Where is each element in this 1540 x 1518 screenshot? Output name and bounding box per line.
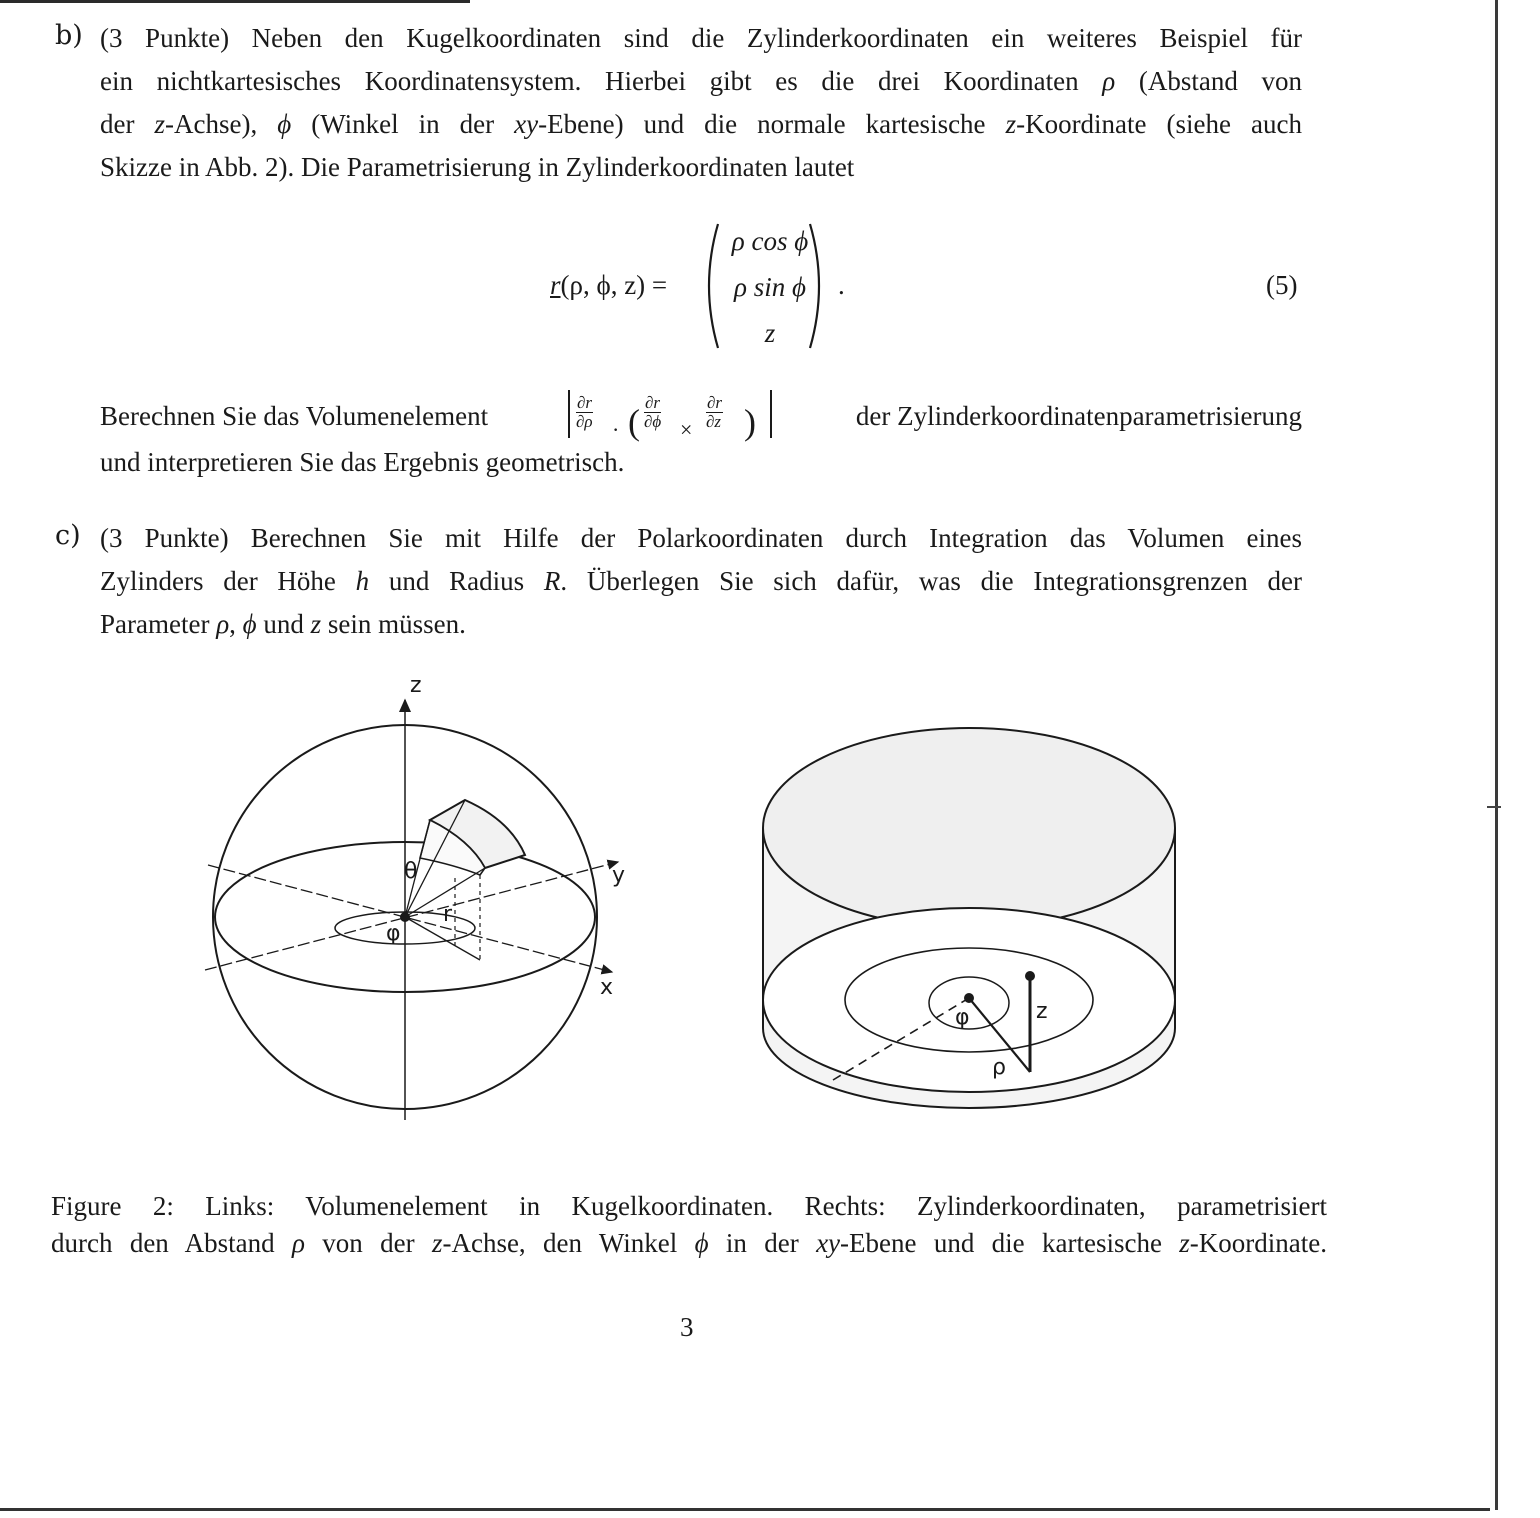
line	[51, 1225, 1327, 1262]
text: -Ebene und die kartesische	[840, 1228, 1180, 1258]
math-z: z	[1179, 1228, 1190, 1258]
center-point	[965, 994, 973, 1002]
math-h: h	[355, 566, 370, 596]
sphere-x-label: x	[600, 975, 614, 1000]
vector-row-1: ρ cos ϕ	[731, 226, 809, 256]
sphere-r-label: r	[443, 902, 453, 927]
paragraph-c	[100, 517, 1302, 646]
line	[100, 386, 1302, 446]
figure-2	[0, 660, 1400, 1140]
text: (Abstand von	[1115, 66, 1302, 96]
text: Zylinders der Höhe	[100, 566, 356, 596]
text: in der	[708, 1228, 817, 1258]
line	[100, 560, 1302, 603]
math-phi: ϕ	[694, 1228, 709, 1258]
text: Parameter	[100, 609, 217, 639]
abs-right	[770, 390, 772, 438]
math-z: z	[154, 109, 166, 139]
math-R: R	[543, 566, 561, 596]
text: der	[100, 109, 155, 139]
paragraph-b-task	[100, 386, 1302, 446]
math-xy: xy	[816, 1228, 841, 1258]
math-phi: ϕ	[242, 609, 257, 639]
line: Figure 2: Links: Volumenelement in Kugelkoordinaten. Rechts: Zylinderkoordinaten, parametrisiert	[51, 1191, 1327, 1221]
cylinder-top	[763, 728, 1175, 928]
right-paren	[806, 222, 830, 350]
text: Berechnen Sie das Volumenelement	[100, 401, 489, 431]
figure-caption	[51, 1188, 1327, 1262]
text: (Winkel in der	[291, 109, 515, 139]
denominator: ∂ρ	[576, 412, 593, 431]
equation-lhs	[550, 270, 667, 301]
text: und	[256, 609, 311, 639]
line: und interpretieren Sie das Ergebnis geometrisch.	[100, 447, 625, 477]
cyl-rho-label: ρ	[992, 1055, 1006, 1080]
math-rho: ρ	[216, 609, 230, 639]
cylinder-diagram	[763, 728, 1175, 1108]
math-z: z	[310, 609, 322, 639]
numerator: ∂r	[577, 393, 593, 412]
text: sein müssen.	[321, 609, 466, 639]
text: -Koordinate.	[1189, 1228, 1327, 1258]
point-marker	[1026, 972, 1034, 980]
cross-operator: ×	[680, 417, 693, 442]
sphere-z-label: z	[410, 673, 422, 698]
frac-dr-dz	[706, 394, 723, 431]
equation-args: (ρ, ϕ, z) =	[560, 270, 668, 300]
text: von der	[304, 1228, 432, 1258]
text: -Achse, den Winkel	[442, 1228, 695, 1258]
sphere-phi-label: φ	[386, 921, 401, 946]
line	[100, 603, 1302, 646]
line: Skizze in Abb. 2). Die Parametrisierung in Zylinderkoordinaten lautet	[100, 152, 855, 182]
dot-operator: ·	[612, 417, 620, 442]
denominator: ∂ϕ	[644, 412, 662, 431]
page-number: 3	[680, 1312, 694, 1342]
math-phi: ϕ	[277, 109, 292, 139]
math-z: z	[431, 1228, 443, 1258]
math-rho: ρ	[1102, 66, 1116, 96]
numerator: ∂r	[645, 393, 661, 412]
text: -Ebene) und die normale kartesische	[538, 109, 1006, 139]
text: ,	[229, 609, 243, 639]
sphere-diagram	[205, 700, 618, 1120]
vector-row-3: z	[764, 318, 776, 348]
math-xy: xy	[514, 109, 539, 139]
item-label-c: c)	[55, 520, 81, 551]
scan-margin-mark	[1487, 806, 1501, 808]
text: durch den Abstand	[51, 1228, 292, 1258]
math-z: z	[1005, 109, 1017, 139]
paren-right: )	[744, 402, 757, 442]
scan-edge-top	[0, 0, 470, 3]
abs-left	[568, 390, 570, 438]
text: -Koordinate (siehe auch	[1016, 109, 1302, 139]
sphere-theta-label: θ	[404, 859, 418, 884]
text: -Achse),	[165, 109, 278, 139]
equation-period: .	[838, 270, 845, 300]
denominator: ∂z	[706, 412, 722, 431]
frac-dr-dphi	[644, 394, 661, 431]
cyl-phi-label: φ	[955, 1005, 970, 1030]
numerator: ∂r	[707, 393, 723, 412]
line	[100, 60, 1302, 103]
text: und Radius	[369, 566, 544, 596]
paren-left: (	[628, 402, 641, 442]
text: . Überlegen Sie sich dafür, was die Integrationsgrenzen der	[560, 566, 1302, 596]
vector-row-2: ρ sin ϕ	[734, 272, 806, 302]
text: ein nichtkartesisches Koordinatensystem. Hierbei gibt es die drei Koordinaten	[100, 66, 1103, 96]
frac-dr-drho	[576, 394, 593, 431]
scan-edge-right	[1495, 0, 1498, 1510]
paragraph-b-task-end	[100, 441, 1302, 484]
left-paren	[698, 222, 722, 350]
vector-r: r	[550, 270, 561, 300]
line	[100, 103, 1302, 146]
origin-point	[401, 913, 409, 921]
math-rho: ρ	[291, 1228, 305, 1258]
line: (3 Punkte) Berechnen Sie mit Hilfe der Polarkoordinaten durch Integration das Volumen eines	[100, 523, 1302, 553]
paragraph-b-intro	[100, 17, 1302, 189]
item-label-b: b)	[55, 20, 83, 51]
equation-number: (5)	[1266, 270, 1298, 300]
volume-element-expression	[566, 386, 778, 446]
cyl-z-label: z	[1036, 999, 1048, 1024]
scan-edge-bottom	[0, 1508, 1490, 1511]
line: (3 Punkte) Neben den Kugelkoordinaten sind die Zylinderkoordinaten ein weiteres Beispiel für	[100, 23, 1302, 53]
sphere-y-label: y	[612, 863, 626, 888]
text: der Zylinderkoordinatenparametrisierung	[855, 401, 1302, 431]
equation-5	[550, 222, 870, 352]
